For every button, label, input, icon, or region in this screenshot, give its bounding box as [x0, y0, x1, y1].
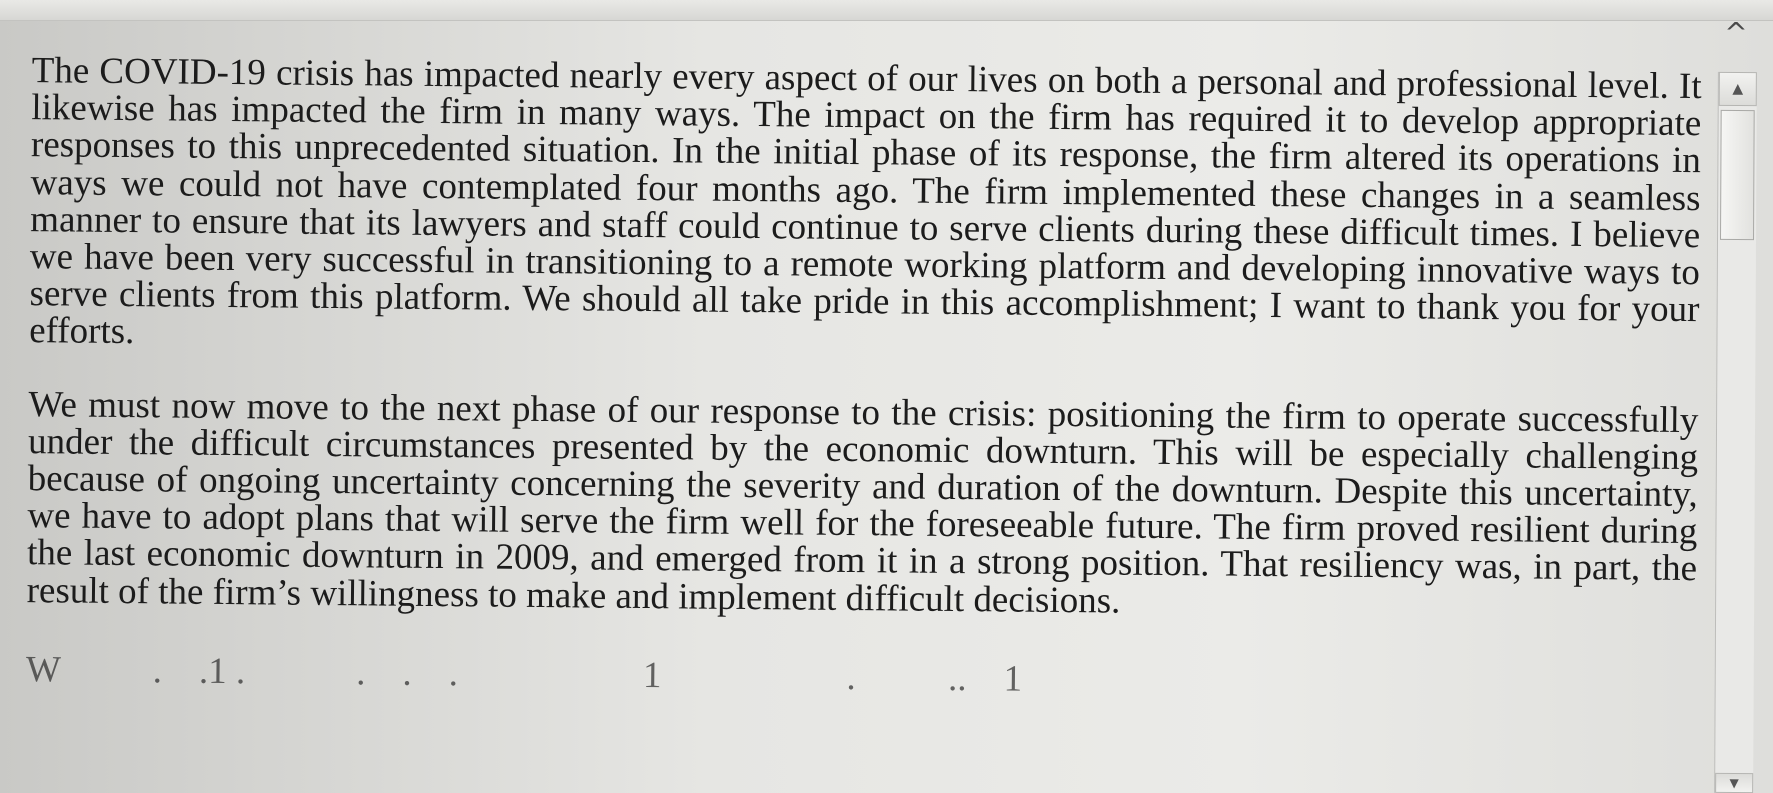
vertical-scrollbar[interactable]	[1714, 72, 1757, 793]
window-top-strip	[0, 0, 1773, 21]
collapse-chevron-icon[interactable]: ^	[1724, 16, 1748, 49]
paragraph-2: We must now move to the next phase of our response to the crisis: positioning the firm to operate successfully under the difficult circumstances presented by the economic downturn. This will be especially challenging because of ongoing uncertainty concerning the severity and duration of the downturn. Despite this uncertainty, we have to adopt plans that will serve the firm well for the foreseeable future. The firm proved resilient during the last economic downturn in 2009, and emerged from it in a strong position. That resiliency was, in part, the result of the firm’s willingness to make and implement difficult decisions.	[26, 383, 1699, 622]
scroll-up-arrow-icon[interactable]: ▲	[1719, 72, 1757, 106]
document-body	[20, 40, 1702, 700]
partial-cutoff-line: W . .1 . . . . 1 . .. 1	[25, 648, 1023, 700]
document-pane[interactable]	[20, 40, 1710, 793]
scrollbar-thumb[interactable]	[1720, 110, 1755, 240]
scroll-down-arrow-icon[interactable]: ▼	[1715, 773, 1753, 793]
paragraph-1: The COVID-19 crisis has impacted nearly every aspect of our lives on both a personal and professional level. It likewise has impacted the firm in many ways. The impact on the firm has required it to develop appropriate responses to this unprecedented situation. In the initial phase of its response, the firm altered its operations in ways we could not have contemplated four months ago. The firm implemented these changes in a seamless manner to ensure that its lawyers and staff could continue to serve clients during these difficult times. I believe we have been very successful in transitioning to a remote working platform and developing innovative ways to serve clients from this platform. We should all take pride in this accomplishment; I want to thank you for your efforts.	[29, 50, 1702, 353]
